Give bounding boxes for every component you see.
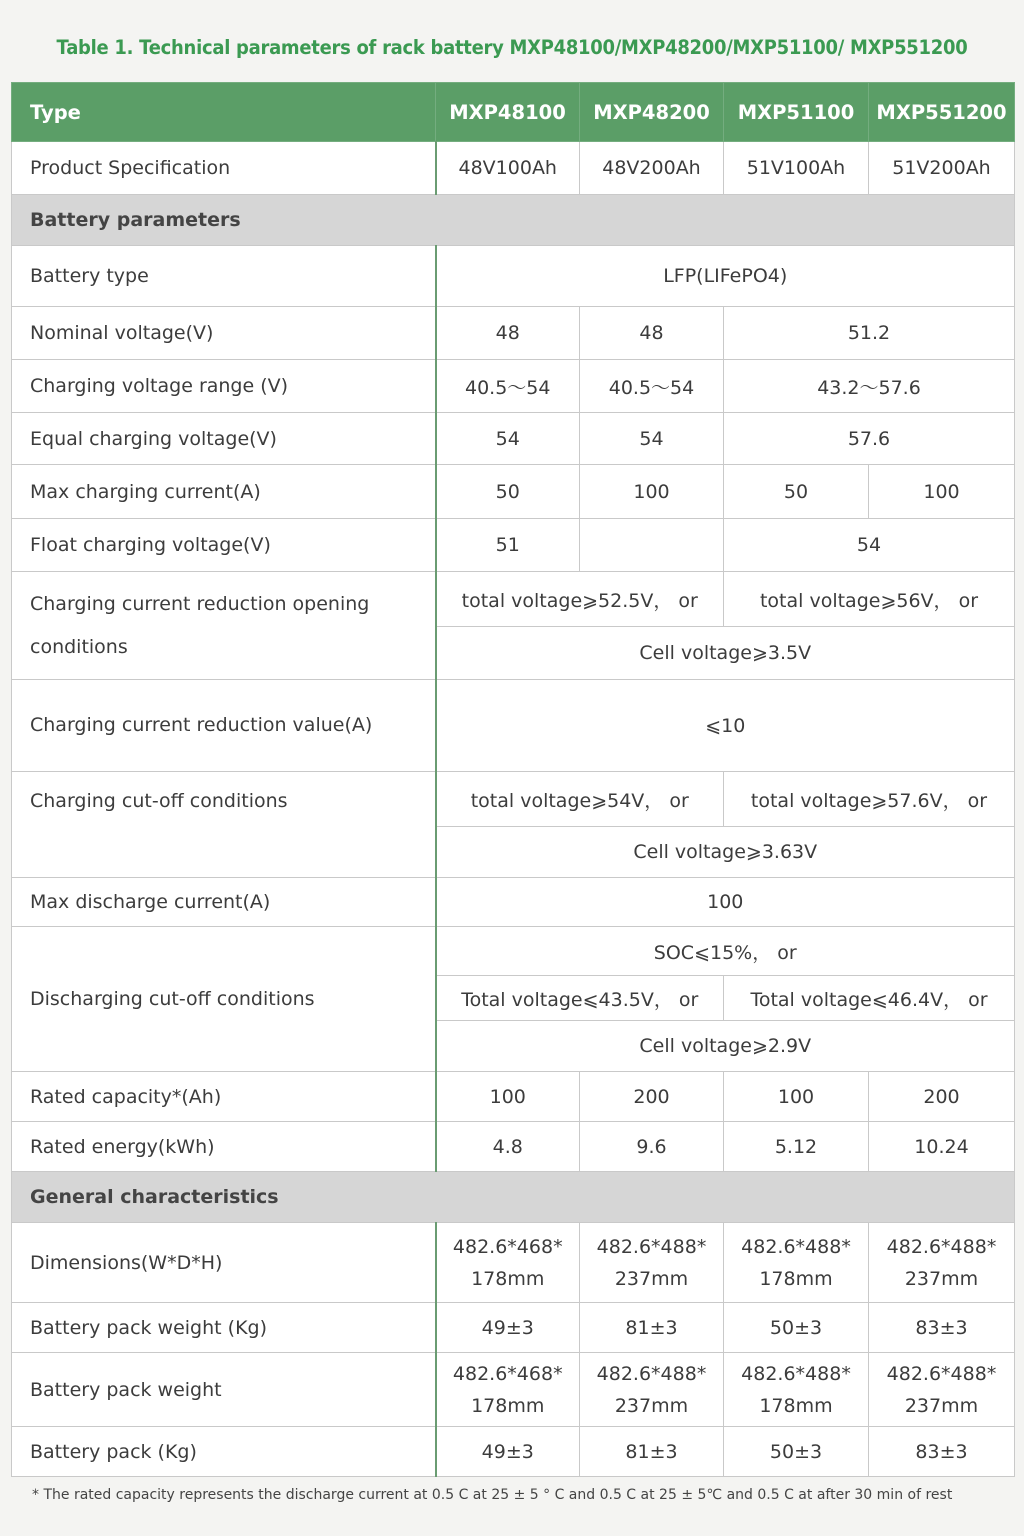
- cell-line: 482.6*488*: [596, 1362, 707, 1385]
- row-label: Battery type: [12, 246, 436, 307]
- table-row: [12, 1303, 1015, 1353]
- table-cell: [869, 1223, 1015, 1303]
- row-label: Charging current reduction opening conditions: [12, 572, 436, 680]
- row-label: Nominal voltage(V): [12, 307, 436, 360]
- table-cell: 50: [436, 465, 580, 519]
- spec-table: [11, 82, 1015, 1477]
- table-row: [12, 772, 1015, 827]
- table-cell: 51: [436, 519, 580, 572]
- table-cell: 48V100Ah: [436, 142, 580, 195]
- table-cell: 57.6: [724, 413, 1015, 465]
- cell-line: 482.6*468*: [452, 1362, 563, 1385]
- cell-line: 178mm: [471, 1394, 545, 1417]
- table-row: [12, 1223, 1015, 1303]
- section-row-battery-parameters: [12, 195, 1015, 246]
- table-row: [12, 1122, 1015, 1172]
- table-cell: 49±3: [436, 1427, 580, 1477]
- table-cell: 40.5～54: [436, 360, 580, 413]
- cell-line: 237mm: [614, 1267, 689, 1290]
- table-cell: [724, 1353, 869, 1427]
- table-cell: 100: [869, 465, 1015, 519]
- table-row: [12, 519, 1015, 572]
- table-row: [12, 1353, 1015, 1427]
- row-label: Rated capacity*(Ah): [12, 1072, 436, 1122]
- table-cell: 100: [724, 1072, 869, 1122]
- table-cell: 200: [580, 1072, 724, 1122]
- table-cell: Cell voltage⩾3.63V: [436, 827, 1015, 878]
- cell-line: 178mm: [759, 1394, 833, 1417]
- cell-line: 482.6*488*: [596, 1235, 707, 1258]
- type-header: Type: [12, 83, 436, 142]
- model-header: MXP51100: [724, 83, 869, 142]
- table-cell: 50: [724, 465, 869, 519]
- row-label: Dimensions(W*D*H): [12, 1223, 436, 1303]
- row-label: Max charging current(A): [12, 465, 436, 519]
- row-label: Battery pack (Kg): [12, 1427, 436, 1477]
- table-cell: 48V200Ah: [580, 142, 724, 195]
- section-title: General characteristics: [12, 1172, 1015, 1223]
- row-label: Battery pack weight: [12, 1353, 436, 1427]
- section-title: Battery parameters: [12, 195, 1015, 246]
- table-cell: SOC⩽15%， or: [436, 927, 1015, 976]
- table-cell: LFP(LIFePO4): [436, 246, 1015, 307]
- table-cell: 48: [580, 307, 724, 360]
- table-cell: Total voltage⩽46.4V， or: [724, 976, 1015, 1021]
- table-cell: Cell voltage⩾2.9V: [436, 1021, 1015, 1072]
- table-cell: [436, 1353, 580, 1427]
- row-label: Product Specification: [12, 142, 436, 195]
- table-cell: 81±3: [580, 1427, 724, 1477]
- table-cell: 83±3: [869, 1303, 1015, 1353]
- table-cell: 50±3: [724, 1427, 869, 1477]
- table-cell: 81±3: [580, 1303, 724, 1353]
- cell-line: 237mm: [904, 1267, 979, 1290]
- table-row: [12, 1427, 1015, 1477]
- row-label: Max discharge current(A): [12, 878, 436, 927]
- table-cell: [580, 1223, 724, 1303]
- row-label: Rated energy(kWh): [12, 1122, 436, 1172]
- row-label: Battery pack weight (Kg): [12, 1303, 436, 1353]
- cell-line: 482.6*488*: [886, 1362, 997, 1385]
- table-cell: 51V200Ah: [869, 142, 1015, 195]
- table-cell: Total voltage⩽43.5V， or: [436, 976, 724, 1021]
- table-row: [12, 307, 1015, 360]
- table-cell: Cell voltage⩾3.5V: [436, 627, 1015, 680]
- model-header: MXP551200: [869, 83, 1015, 142]
- table-cell: [436, 1223, 580, 1303]
- row-label: Discharging cut-off conditions: [12, 927, 436, 1072]
- table-row: [12, 572, 1015, 627]
- table-row: [12, 360, 1015, 413]
- row-label: Equal charging voltage(V): [12, 413, 436, 465]
- model-header: MXP48200: [580, 83, 724, 142]
- table-row: [12, 142, 1015, 195]
- table-cell: 50±3: [724, 1303, 869, 1353]
- table-cell: 5.12: [724, 1122, 869, 1172]
- cell-line: 178mm: [759, 1267, 833, 1290]
- cell-line: 178mm: [471, 1267, 545, 1290]
- table-row: [12, 246, 1015, 307]
- table-cell: 9.6: [580, 1122, 724, 1172]
- table-cell: [580, 1353, 724, 1427]
- table-cell: 54: [724, 519, 1015, 572]
- table-cell: 4.8: [436, 1122, 580, 1172]
- table-cell: 100: [580, 465, 724, 519]
- table-cell: 200: [869, 1072, 1015, 1122]
- row-label: Charging current reduction value(A): [12, 680, 436, 772]
- cell-line: 482.6*488*: [741, 1235, 851, 1258]
- table-cell: 49±3: [436, 1303, 580, 1353]
- table-cell: 83±3: [869, 1427, 1015, 1477]
- footnote: * The rated capacity represents the discharge current at 0.5 C at 25 ± 5 ° C and 0.5 C at 25 ± 5℃ and 0.5 C at after 30 min of rest: [32, 1487, 953, 1503]
- table-cell: 54: [580, 413, 724, 465]
- table-row: [12, 927, 1015, 976]
- cell-line: 482.6*488*: [741, 1362, 851, 1385]
- table-cell: ⩽10: [436, 680, 1015, 772]
- table-cell: [724, 1223, 869, 1303]
- section-row-general-characteristics: [12, 1172, 1015, 1223]
- table-header-row: [12, 83, 1015, 142]
- cell-line: 237mm: [904, 1394, 979, 1417]
- cell-line: 237mm: [614, 1394, 689, 1417]
- table-cell: 51.2: [724, 307, 1015, 360]
- table-cell: [869, 1353, 1015, 1427]
- table-cell: 100: [436, 878, 1015, 927]
- table-cell: total voltage⩾54V， or: [436, 772, 724, 827]
- table-row: [12, 413, 1015, 465]
- table-cell: 40.5～54: [580, 360, 724, 413]
- page-title: Table 1. Technical parameters of rack battery MXP48100/MXP48200/MXP51100/ MXP551200: [56, 36, 968, 59]
- row-label: Charging cut-off conditions: [12, 772, 436, 878]
- table-cell: 43.2～57.6: [724, 360, 1015, 413]
- cell-line: 482.6*468*: [452, 1235, 563, 1258]
- table-cell: 54: [436, 413, 580, 465]
- table-cell: 10.24: [869, 1122, 1015, 1172]
- table-cell: 100: [436, 1072, 580, 1122]
- row-label: Float charging voltage(V): [12, 519, 436, 572]
- table-cell: [580, 519, 724, 572]
- table-row: [12, 465, 1015, 519]
- table-cell: total voltage⩾56V， or: [724, 572, 1015, 627]
- model-header: MXP48100: [436, 83, 580, 142]
- table-row: [12, 1072, 1015, 1122]
- row-label: Charging voltage range (V): [12, 360, 436, 413]
- table-row: [12, 680, 1015, 772]
- cell-line: 482.6*488*: [886, 1235, 997, 1258]
- table-row: [12, 878, 1015, 927]
- table-cell: total voltage⩾52.5V， or: [436, 572, 724, 627]
- table-cell: 51V100Ah: [724, 142, 869, 195]
- table-cell: 48: [436, 307, 580, 360]
- table-cell: total voltage⩾57.6V， or: [724, 772, 1015, 827]
